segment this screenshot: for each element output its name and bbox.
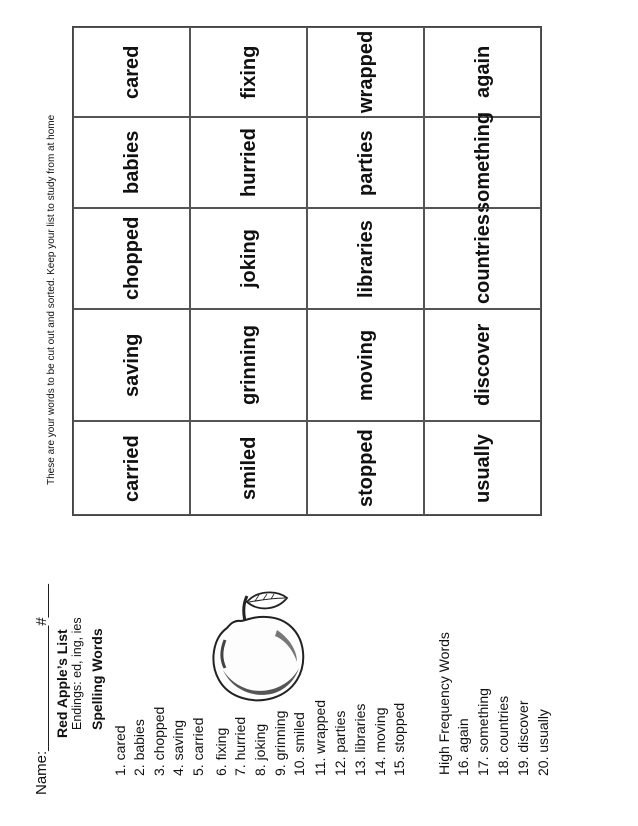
- word-card[interactable]: [190, 309, 307, 421]
- word-card-label: hurried: [237, 128, 260, 197]
- word-card-label: moving: [354, 329, 377, 401]
- word-card-label: countries: [471, 213, 494, 304]
- word-card[interactable]: [73, 309, 190, 421]
- word-card-label: babies: [120, 130, 143, 194]
- word-card[interactable]: [424, 111, 541, 213]
- word-card-label: stopped: [354, 429, 377, 507]
- word-card-label: parties: [354, 129, 377, 196]
- word-card-label: joking: [237, 229, 260, 288]
- high-frequency-item: 16. again: [455, 718, 471, 776]
- spelling-list-item: 13. libraries: [352, 703, 368, 776]
- spelling-words-heading: Spelling Words: [89, 628, 105, 730]
- word-card[interactable]: [73, 208, 190, 309]
- word-card[interactable]: [190, 421, 307, 515]
- spelling-list-item: 10. smiled: [291, 712, 307, 776]
- list-title: Red Apple’s List: [54, 629, 70, 738]
- spelling-list-item: 3. chopped: [151, 706, 167, 776]
- spelling-list-item: 12. parties: [332, 710, 348, 776]
- apple-illustration: [205, 590, 310, 705]
- high-frequency-item: 18. countries: [495, 695, 511, 776]
- word-card-label: again: [471, 45, 494, 98]
- word-card[interactable]: [190, 208, 307, 309]
- high-frequency-item: 17. something: [475, 688, 491, 776]
- word-card[interactable]: [73, 117, 190, 208]
- spelling-list-item: 7. hurried: [232, 716, 248, 776]
- spelling-list-item: 6. fixing: [213, 727, 229, 776]
- word-card[interactable]: [190, 117, 307, 208]
- high-frequency-item: 19. discover: [515, 700, 531, 776]
- endings-label: Endings: ed, ing, ies: [70, 617, 84, 730]
- spelling-list-item: 2. babies: [131, 719, 147, 776]
- word-card[interactable]: [307, 421, 424, 515]
- word-card-label: usually: [471, 433, 494, 503]
- word-card-label: fixing: [237, 45, 260, 99]
- spelling-list-item: 15. stopped: [391, 702, 407, 776]
- word-card-label: discover: [471, 323, 494, 406]
- word-card[interactable]: [424, 208, 541, 309]
- word-card-label: libraries: [354, 219, 377, 298]
- spelling-list-item: 8. joking: [252, 723, 268, 776]
- word-card[interactable]: [424, 27, 541, 117]
- word-card-label: chopped: [120, 216, 143, 300]
- word-card-label: grinning: [237, 325, 260, 405]
- word-card[interactable]: [190, 27, 307, 117]
- name-line: Name:_______________#____: [33, 583, 50, 795]
- word-card[interactable]: [307, 208, 424, 309]
- word-card-label: carried: [120, 434, 143, 502]
- word-card[interactable]: [424, 421, 541, 515]
- word-card[interactable]: [73, 27, 190, 117]
- word-card-grid: [72, 26, 542, 516]
- spelling-list-item: 1. cared: [112, 725, 128, 776]
- word-card[interactable]: [307, 27, 424, 117]
- word-card-label: something: [471, 111, 494, 213]
- spelling-list-item: 9. grinning: [272, 710, 288, 776]
- word-card-label: wrapped: [354, 30, 377, 113]
- high-frequency-item: 20. usually: [535, 709, 551, 776]
- word-card-label: smiled: [237, 436, 260, 500]
- word-card[interactable]: [73, 421, 190, 515]
- spelling-list-item: 5. carried: [190, 717, 206, 776]
- spelling-list-item: 11. wrapped: [312, 699, 328, 776]
- high-frequency-heading: High Frequency Words: [436, 632, 452, 775]
- spelling-list-item: 14. moving: [372, 707, 388, 776]
- word-card-label: cared: [120, 45, 143, 99]
- spelling-list-item: 4. saving: [170, 719, 186, 776]
- instruction-text: These are your words to be cut out and sorted. Keep your list to study from at home: [46, 114, 57, 485]
- word-card[interactable]: [307, 309, 424, 421]
- word-card-label: saving: [120, 333, 143, 397]
- word-card[interactable]: [307, 117, 424, 208]
- word-card[interactable]: [424, 309, 541, 421]
